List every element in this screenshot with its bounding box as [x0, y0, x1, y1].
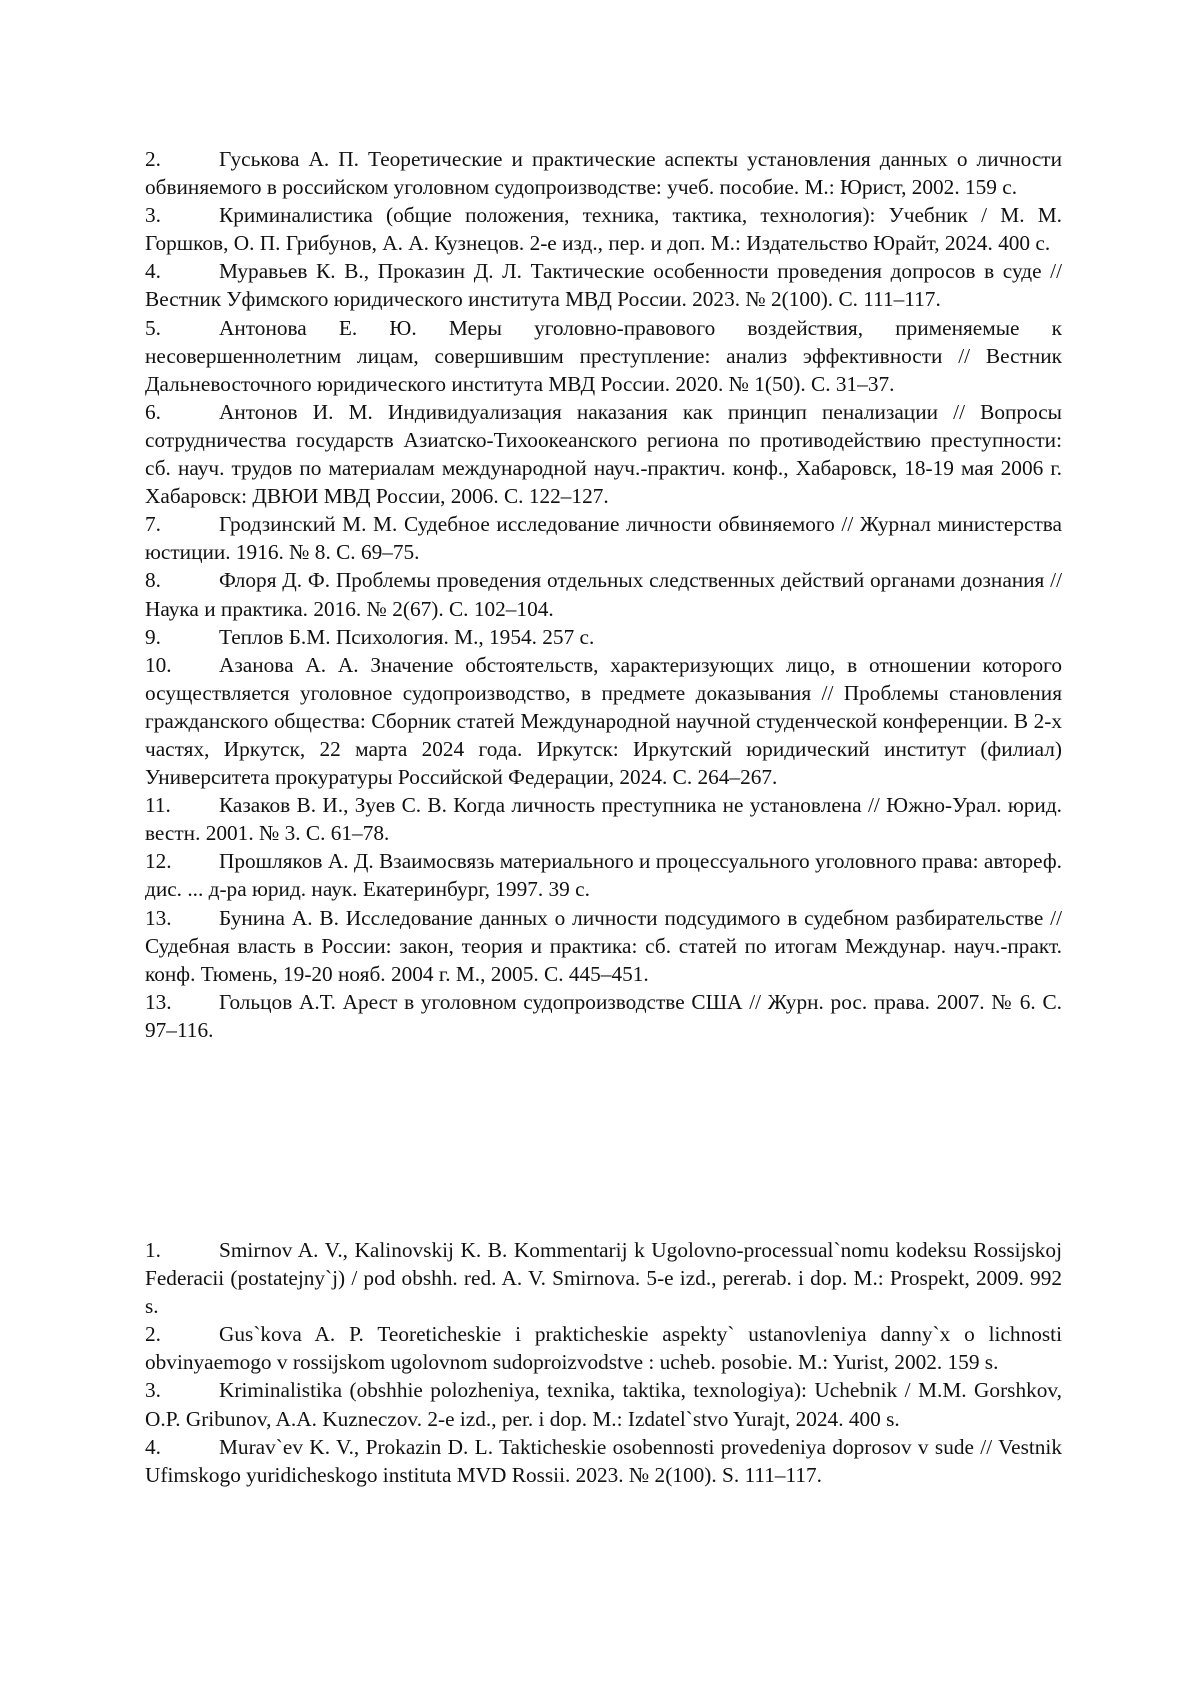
reference-text: Антонов И. М. Индивидуализация наказания как принцип пенализации // Вопросы сотрудничества государств Азиатско-Тихоокеанского региона по противодействию преступности: сб. науч. трудов по материалам международной науч.-практич. конф., Хабаровск, 18-19 мая 2006 г. Хабаровск: ДВЮИ МВД России, 2006. С. 122–127. — [145, 400, 1062, 508]
reference-number: 3. — [145, 1376, 219, 1404]
document-page — [0, 0, 1200, 1697]
reference-entry — [145, 1236, 1062, 1320]
reference-text: Гуськова А. П. Теоретические и практические аспекты установления данных о личности обвиняемого в российском уголовном судопроизводстве: учеб. пособие. М.: Юрист, 2002. 159 с. — [145, 147, 1062, 199]
reference-text: Гродзинский М. М. Судебное исследование личности обвиняемого // Журнал министерства юстиции. 1916. № 8. С. 69–75. — [145, 512, 1062, 564]
reference-number: 11. — [145, 791, 219, 819]
reference-text: Gus`kova A. P. Teoreticheskie i prakticheskie aspekty` ustanovleniya danny`x o lichnosti obvinyaemogo v rossijskom ugolovnom sudoproizvodstve : ucheb. posobie. M.: Yurist, 2002. 159 s. — [145, 1322, 1062, 1374]
reference-text: Smirnov A. V., Kalinovskij K. B. Kommentarij k Ugolovno-processual`nomu kodeksu Rossijskoj Federacii (postatejny`j) / pod obshh. red. A. V. Smirnova. 5-e izd., pererab. i dop. M.: Prospekt, 2009. 992 s. — [145, 1238, 1062, 1318]
reference-entry — [145, 398, 1062, 510]
reference-entry — [145, 314, 1062, 398]
reference-number: 8. — [145, 566, 219, 594]
reference-number: 13. — [145, 988, 219, 1016]
reference-entry — [145, 623, 1062, 651]
reference-text: Гольцов А.Т. Арест в уголовном судопроизводстве США // Журн. рос. права. 2007. № 6. С. 97–116. — [145, 990, 1062, 1042]
reference-text: Флоря Д. Ф. Проблемы проведения отдельных следственных действий органами дознания // Наука и практика. 2016. № 2(67). С. 102–104. — [145, 568, 1062, 620]
reference-number: 7. — [145, 510, 219, 538]
reference-entry — [145, 257, 1062, 313]
reference-text: Kriminalistika (obshhie polozheniya, texnika, taktika, texnologiya): Uchebnik / M.M. Gorshkov, O.P. Gribunov, A.A. Kuzneczov. 2-e izd., per. i dop. M.: Izdatel`stvo Yurajt, 2024. 400 s. — [145, 1378, 1062, 1430]
reference-text: Бунина А. В. Исследование данных о личности подсудимого в судебном разбирательстве // Судебная власть в России: закон, теория и практика: сб. статей по итогам Междунар. науч.-практ. конф. Тюмень, 19-20 нояб. 2004 г. М., 2005. С. 445–451. — [145, 906, 1062, 986]
reference-entry — [145, 988, 1062, 1044]
reference-text: Антонова Е. Ю. Меры уголовно-правового воздействия, применяемые к несовершеннолетним лицам, совершившим преступление: анализ эффективности // Вестник Дальневосточного юридического института МВД России. 2020. № 1(50). С. 31–37. — [145, 316, 1062, 396]
reference-entry — [145, 651, 1062, 791]
reference-text: Теплов Б.М. Психология. М., 1954. 257 с. — [219, 625, 594, 649]
reference-number: 10. — [145, 651, 219, 679]
reference-text: Муравьев К. В., Проказин Д. Л. Тактические особенности проведения допросов в суде // Вестник Уфимского юридического института МВД России. 2023. № 2(100). С. 111–117. — [145, 259, 1062, 311]
reference-number: 6. — [145, 398, 219, 426]
reference-text: Прошляков А. Д. Взаимосвязь материального и процессуального уголовного права: автореф. дис. ... д-ра юрид. наук. Екатеринбург, 1997. 39 с. — [145, 849, 1062, 901]
reference-entry — [145, 904, 1062, 988]
reference-list-transliterated — [145, 1236, 1062, 1489]
reference-number: 13. — [145, 904, 219, 932]
reference-text: Казаков В. И., Зуев С. В. Когда личность преступника не установлена // Южно-Урал. юрид. вестн. 2001. № 3. С. 61–78. — [145, 793, 1062, 845]
reference-number: 3. — [145, 201, 219, 229]
reference-entry — [145, 566, 1062, 622]
reference-list-russian — [145, 145, 1062, 1044]
reference-entry — [145, 145, 1062, 201]
reference-entry — [145, 1320, 1062, 1376]
reference-number: 4. — [145, 257, 219, 285]
reference-text: Азанова А. А. Значение обстоятельств, характеризующих лицо, в отношении которого осуществляется уголовное судопроизводство, в предмете доказывания // Проблемы становления гражданского общества: Сборник статей Международной научной студенческой конференции. В 2-х частях, Иркутск, 22 марта 2024 года. Иркутск: Иркутский юридический институт (филиал) Университета прокуратуры Российской Федерации, 2024. С. 264–267. — [145, 653, 1062, 789]
reference-entry — [145, 791, 1062, 847]
reference-number: 2. — [145, 1320, 219, 1348]
reference-entry — [145, 510, 1062, 566]
reference-entry — [145, 201, 1062, 257]
reference-text: Murav`ev K. V., Prokazin D. L. Takticheskie osobennosti provedeniya doprosov v sude // Vestnik Ufimskogo yuridicheskogo instituta MVD Rossii. 2023. № 2(100). S. 111–117. — [145, 1435, 1062, 1487]
reference-number: 1. — [145, 1236, 219, 1264]
reference-text: Криминалистика (общие положения, техника, тактика, технология): Учебник / М. М. Горшков, О. П. Грибунов, А. А. Кузнецов. 2-е изд., пер. и доп. М.: Издательство Юрайт, 2024. 400 с. — [145, 203, 1062, 255]
reference-entry — [145, 1376, 1062, 1432]
reference-number: 2. — [145, 145, 219, 173]
reference-number: 4. — [145, 1433, 219, 1461]
reference-number: 5. — [145, 314, 219, 342]
reference-entry — [145, 847, 1062, 903]
reference-number: 12. — [145, 847, 219, 875]
reference-entry — [145, 1433, 1062, 1489]
reference-number: 9. — [145, 623, 219, 651]
